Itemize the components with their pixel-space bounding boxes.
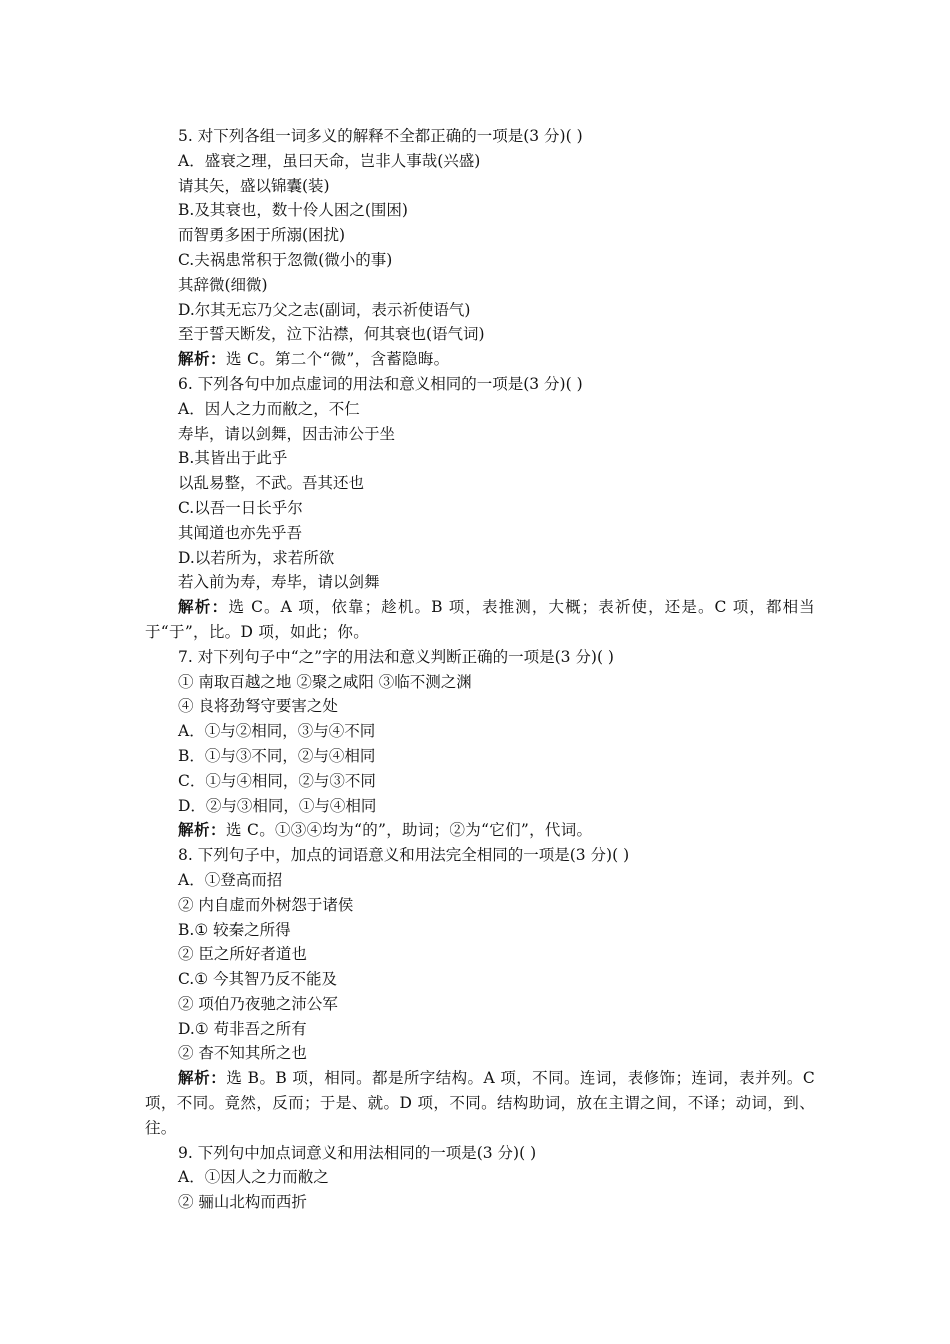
analysis-label: 解析： <box>178 349 227 369</box>
question-6-analysis <box>145 595 815 645</box>
question-8-option-a: A．①登高而招 <box>178 870 283 889</box>
question-6 <box>145 372 815 645</box>
question-9-option-a: A．①因人之力而敝之 <box>178 1168 329 1187</box>
question-8-option-c: C.① 今其智乃反不能及 <box>178 970 338 989</box>
question-6-option-d: D.以若所为，求若所欲 <box>178 548 335 567</box>
question-8-option-a-2: ② 内自虚而外树怨于诸侯 <box>178 895 354 914</box>
question-7-option-b: B．①与③不同，②与④相同 <box>178 746 376 765</box>
question-8-option-d: D.① 苟非吾之所有 <box>178 1019 307 1038</box>
question-8-analysis <box>145 1066 815 1140</box>
question-8-option-d-2: ② 杳不知其所之也 <box>178 1044 307 1063</box>
question-6-option-c-2: 其闻道也亦先乎吾 <box>178 523 303 542</box>
question-5-option-a-2: 请其矢，盛以锦囊(装) <box>178 176 330 195</box>
question-7-option-a: A．①与②相同，③与④不同 <box>178 722 376 741</box>
question-6-option-a: A．因人之力而敝之，不仁 <box>178 399 360 418</box>
question-9 <box>145 1141 815 1215</box>
question-9-stem: 9. 下列句中加点词意义和用法相同的一项是(3 分)( ) <box>178 1143 537 1162</box>
question-8-option-b: B.① 较秦之所得 <box>178 920 291 939</box>
analysis-text: 选 C。第二个“微”，含蓄隐晦。 <box>226 350 450 369</box>
question-8-stem: 8. 下列句子中，加点的词语意义和用法完全相同的一项是(3 分)( ) <box>178 846 630 865</box>
analysis-label: 解析： <box>178 820 227 840</box>
question-6-option-b-2: 以乱易整，不武。吾其还也 <box>178 474 365 493</box>
analysis-text: 选 B。B 项，相同。都是所字结构。A 项，不同。连词，表修饰；连词，表并列。C 项，不同。竟然，反而；于是、就。D 项，不同。结构助词，放在主谓之间，不译；动词，到、往。 <box>145 1069 815 1137</box>
question-5-option-c: C.夫祸患常积于忽微(微小的事) <box>178 250 393 269</box>
question-7-sentences-2: ④ 良将劲弩守要害之处 <box>178 697 338 716</box>
question-6-option-d-2: 若入前为寿，寿毕，请以剑舞 <box>178 573 380 592</box>
question-7 <box>145 645 815 843</box>
question-5-option-d-2: 至于誓天断发，泣下沾襟，何其衰也(语气词) <box>178 325 485 344</box>
question-5-analysis <box>145 347 815 372</box>
question-6-option-a-2: 寿毕，请以剑舞，因击沛公于坐 <box>178 424 396 443</box>
question-7-stem: 7. 对下列句子中“之”字的用法和意义判断正确的一项是(3 分)( ) <box>178 647 614 666</box>
question-8-option-b-2: ② 臣之所好者道也 <box>178 945 307 964</box>
document-body <box>145 124 815 1215</box>
analysis-text: 选 C。A 项，依靠；趁机。B 项，表推测，大概；表祈使，还是。C 项，都相当于“于”，比。D 项，如此；你。 <box>145 598 815 641</box>
question-5-option-b: B.及其衰也，数十伶人困之(围困) <box>178 201 408 220</box>
question-7-option-c: C．①与④相同，②与③不同 <box>178 771 376 790</box>
analysis-text: 选 C。①③④均为“的”，助词；②为“它们”，代词。 <box>226 821 593 840</box>
question-5-option-a: A．盛衰之理，虽曰天命，岂非人事哉(兴盛) <box>178 151 481 170</box>
question-5-option-b-2: 而智勇多困于所溺(困扰) <box>178 226 346 245</box>
question-6-option-c: C.以吾一日长乎尔 <box>178 498 303 517</box>
question-5-option-c-2: 其辞微(细微) <box>178 275 268 294</box>
analysis-label: 解析： <box>178 1068 227 1088</box>
question-5-option-d: D.尔其无忘乃父之志(副词，表示祈使语气) <box>178 300 471 319</box>
question-5-stem: 5. 对下列各组一词多义的解释不全都正确的一项是(3 分)( ) <box>178 127 583 145</box>
question-5 <box>145 124 815 372</box>
analysis-label: 解析： <box>178 597 229 617</box>
question-9-option-a-2: ② 骊山北构而西折 <box>178 1193 307 1212</box>
question-7-sentences: ① 南取百越之地 ②聚之咸阳 ③临不测之渊 <box>178 672 472 691</box>
question-8 <box>145 843 815 1141</box>
question-7-analysis <box>145 818 815 843</box>
question-6-stem: 6. 下列各句中加点虚词的用法和意义相同的一项是(3 分)( ) <box>178 374 583 393</box>
question-7-option-d: D．②与③相同，①与④相同 <box>178 796 377 815</box>
question-6-option-b: B.其皆出于此乎 <box>178 449 288 468</box>
question-8-option-c-2: ② 项伯乃夜驰之沛公军 <box>178 994 338 1013</box>
